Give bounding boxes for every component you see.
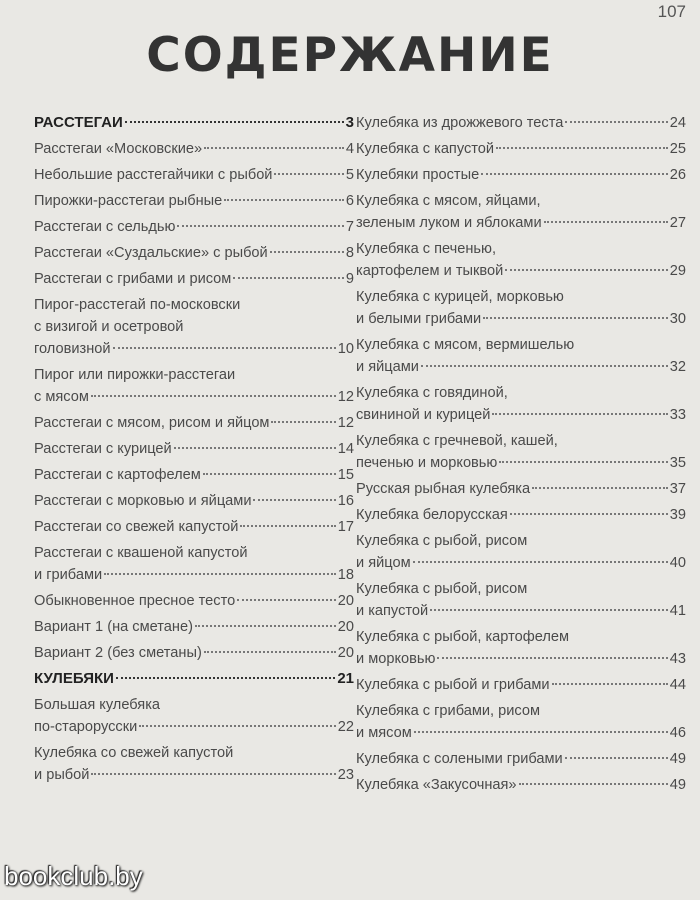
toc-entry bbox=[34, 242, 354, 264]
toc-entry-title-line: Кулебяка с мясом, яйцами, bbox=[356, 193, 541, 209]
dot-leader bbox=[565, 121, 667, 123]
toc-entry bbox=[34, 268, 354, 290]
toc-entry bbox=[356, 238, 686, 282]
dot-leader bbox=[413, 561, 668, 563]
toc-entry-title-line: Большая кулебяка bbox=[34, 697, 161, 713]
toc-entry-title: и яйцами bbox=[356, 359, 419, 375]
toc-entry bbox=[356, 578, 686, 622]
dot-leader bbox=[139, 725, 336, 727]
toc-entry bbox=[34, 464, 354, 486]
dot-leader bbox=[496, 147, 668, 149]
toc-entry bbox=[356, 530, 686, 574]
toc-page-number: 8 bbox=[345, 245, 354, 261]
toc-page-number: 49 bbox=[669, 751, 686, 767]
toc-section-heading bbox=[34, 668, 354, 690]
dot-leader bbox=[91, 395, 336, 397]
toc-entry-title: и рыбой bbox=[34, 767, 90, 783]
toc-entry bbox=[356, 286, 686, 330]
dot-leader bbox=[240, 525, 335, 527]
toc-entry bbox=[356, 504, 686, 526]
toc-page-number: 25 bbox=[669, 141, 686, 157]
toc-entry-last-line bbox=[34, 338, 354, 360]
toc-entry bbox=[34, 294, 354, 360]
toc-page-number: 26 bbox=[669, 167, 686, 183]
dot-leader bbox=[437, 657, 667, 659]
toc-entry bbox=[356, 382, 686, 426]
toc-entry bbox=[356, 626, 686, 670]
toc-entry-last-line bbox=[356, 552, 686, 574]
dot-leader bbox=[91, 773, 335, 775]
toc-page-number: 22 bbox=[337, 719, 354, 735]
toc-entry-last-line bbox=[356, 356, 686, 378]
toc-entry-title-line: Кулебяка с рыбой, рисом bbox=[356, 581, 528, 597]
dot-leader bbox=[204, 651, 336, 653]
toc-entry-title-line: Кулебяка со свежей капустой bbox=[34, 745, 234, 761]
dot-leader bbox=[113, 347, 336, 349]
watermark: bookclub.by bbox=[4, 861, 143, 891]
toc-page-number: 33 bbox=[669, 407, 686, 423]
toc-entry-last-line bbox=[34, 412, 354, 434]
toc-page-number: 20 bbox=[337, 593, 354, 609]
toc-entry-last-line bbox=[34, 190, 354, 212]
dot-leader bbox=[544, 221, 668, 223]
dot-leader bbox=[271, 421, 335, 423]
toc-entry-title: Расстегаи с картофелем bbox=[34, 467, 201, 483]
dot-leader bbox=[104, 573, 336, 575]
toc-section-heading bbox=[34, 112, 354, 134]
toc-entry-title: Кулебяка «Закусочная» bbox=[356, 777, 517, 793]
toc-entry-title: Расстегаи с грибами и рисом bbox=[34, 271, 232, 287]
toc-page-number: 12 bbox=[337, 389, 354, 405]
toc-page-number: 41 bbox=[669, 603, 686, 619]
dot-leader bbox=[177, 225, 343, 227]
toc-page-number: 16 bbox=[337, 493, 354, 509]
toc-entry-last-line bbox=[34, 616, 354, 638]
toc-entry-title-line: с визигой и осетровой bbox=[34, 319, 184, 335]
toc-entry bbox=[356, 164, 686, 186]
toc-entry-title: свининой и курицей bbox=[356, 407, 491, 423]
toc-entry bbox=[34, 490, 354, 512]
toc-entry-title: РАССТЕГАИ bbox=[34, 114, 123, 131]
toc-entry bbox=[34, 190, 354, 212]
toc-entry-title: Расстегаи с сельдью bbox=[34, 219, 176, 235]
toc-page-number: 39 bbox=[669, 507, 686, 523]
toc-entry-title: Обыкновенное пресное тесто bbox=[34, 593, 236, 609]
toc-entry bbox=[356, 748, 686, 770]
dot-leader bbox=[237, 599, 336, 601]
toc-left-column bbox=[34, 112, 354, 790]
toc-entry bbox=[34, 542, 354, 586]
toc-entry-title: КУЛЕБЯКИ bbox=[34, 670, 114, 687]
toc-entry bbox=[34, 438, 354, 460]
toc-entry-title: и яйцом bbox=[356, 555, 411, 571]
toc-entry-title: Вариант 1 (на сметане) bbox=[34, 619, 193, 635]
toc-entry-last-line bbox=[356, 308, 686, 330]
toc-entry-title: печенью и морковью bbox=[356, 455, 498, 471]
toc-page-number: 29 bbox=[669, 263, 686, 279]
toc-page-number: 5 bbox=[345, 167, 354, 183]
toc-entry-title-line: Кулебяка с говядиной, bbox=[356, 385, 508, 401]
toc-entry-title: Кулебяка с солеными грибами bbox=[356, 751, 563, 767]
dot-leader bbox=[233, 277, 344, 279]
toc-entry-last-line bbox=[34, 438, 354, 460]
toc-entry-title: Расстегаи с мясом, рисом и яйцом bbox=[34, 415, 270, 431]
toc-entry-last-line bbox=[356, 404, 686, 426]
toc-entry bbox=[356, 138, 686, 160]
toc-entry-title-line: Кулебяка с гречневой, кашей, bbox=[356, 433, 558, 449]
toc-entry bbox=[34, 616, 354, 638]
toc-entry bbox=[356, 478, 686, 500]
toc-entry-title-line: Пирог или пирожки-расстегаи bbox=[34, 367, 236, 383]
toc-entry-last-line bbox=[356, 504, 686, 526]
toc-page-number: 17 bbox=[337, 519, 354, 535]
toc-entry bbox=[356, 674, 686, 696]
toc-entry-title: по-старорусски bbox=[34, 719, 138, 735]
toc-page-number: 35 bbox=[669, 455, 686, 471]
toc-entry-title: Вариант 2 (без сметаны) bbox=[34, 645, 202, 661]
toc-entry-title: зеленым луком и яблоками bbox=[356, 215, 542, 231]
toc-entry-title-line: Кулебяка с курицей, морковью bbox=[356, 289, 564, 305]
toc-page-number: 27 bbox=[669, 215, 686, 231]
toc-entry-last-line bbox=[34, 490, 354, 512]
toc-entry-title: и мясом bbox=[356, 725, 412, 741]
toc-page-number: 40 bbox=[669, 555, 686, 571]
toc-page-number: 4 bbox=[345, 141, 354, 157]
dot-leader bbox=[519, 783, 668, 785]
toc-page-number: 46 bbox=[669, 725, 686, 741]
toc-page-number: 32 bbox=[669, 359, 686, 375]
toc-entry bbox=[356, 774, 686, 796]
dot-leader bbox=[565, 757, 668, 759]
dot-leader bbox=[116, 677, 335, 679]
toc-entry-title: и белыми грибами bbox=[356, 311, 482, 327]
toc-entry-title: Пирожки-расстегаи рыбные bbox=[34, 193, 223, 209]
toc-entry-last-line bbox=[356, 112, 686, 134]
dot-leader bbox=[274, 173, 343, 175]
toc-entry-last-line bbox=[34, 242, 354, 264]
toc-entry-last-line bbox=[34, 164, 354, 186]
toc-entry-title-line: Расстегаи с квашеной капустой bbox=[34, 545, 248, 561]
toc-entry-last-line bbox=[34, 668, 354, 690]
dot-leader bbox=[532, 487, 668, 489]
toc-page-number: 7 bbox=[345, 219, 354, 235]
page-title: СОДЕРЖАНИЕ bbox=[146, 28, 554, 83]
toc-entry-last-line bbox=[356, 722, 686, 744]
toc-entry-last-line bbox=[356, 600, 686, 622]
toc-entry-title-line: Кулебяка с мясом, вермишелью bbox=[356, 337, 575, 353]
dot-leader bbox=[174, 447, 336, 449]
toc-entry bbox=[356, 700, 686, 744]
toc-page-number: 14 bbox=[337, 441, 354, 457]
toc-entry-last-line bbox=[34, 216, 354, 238]
dot-leader bbox=[552, 683, 668, 685]
dot-leader bbox=[204, 147, 344, 149]
toc-entry bbox=[34, 642, 354, 664]
toc-entry bbox=[34, 742, 354, 786]
dot-leader bbox=[505, 269, 668, 271]
dot-leader bbox=[421, 365, 668, 367]
dot-leader bbox=[499, 461, 667, 463]
toc-entry-last-line bbox=[356, 748, 686, 770]
toc-page-number: 10 bbox=[337, 341, 354, 357]
toc-entry-title: и капустой bbox=[356, 603, 429, 619]
toc-page-number: 37 bbox=[669, 481, 686, 497]
toc-page-number: 9 bbox=[345, 271, 354, 287]
toc-entry-title-line: Кулебяка с рыбой, картофелем bbox=[356, 629, 570, 645]
toc-entry-title: Кулебяки простые bbox=[356, 167, 480, 183]
toc-page-number: 18 bbox=[337, 567, 354, 583]
toc-right-column bbox=[356, 112, 686, 800]
toc-entry-last-line bbox=[34, 464, 354, 486]
dot-leader bbox=[195, 625, 336, 627]
toc-page-number: 3 bbox=[345, 114, 354, 131]
toc-entry-title: Небольшие расстегайчики с рыбой bbox=[34, 167, 273, 183]
toc-entry bbox=[34, 590, 354, 612]
toc-entry-last-line bbox=[356, 774, 686, 796]
toc-entry-title-line: Пирог-расстегай по-московски bbox=[34, 297, 241, 313]
toc-page-number: 6 bbox=[345, 193, 354, 209]
toc-entry-title: с мясом bbox=[34, 389, 89, 405]
toc-entry bbox=[34, 364, 354, 408]
toc-entry-title-line: Кулебяка с грибами, рисом bbox=[356, 703, 541, 719]
toc-entry-title: Расстегаи «Московские» bbox=[34, 141, 203, 157]
toc-entry-last-line bbox=[356, 478, 686, 500]
toc-page-number: 44 bbox=[669, 677, 686, 693]
dot-leader bbox=[125, 121, 344, 123]
dot-leader bbox=[492, 413, 667, 415]
toc-page-number: 20 bbox=[337, 645, 354, 661]
dot-leader bbox=[224, 199, 344, 201]
toc-entry bbox=[34, 138, 354, 160]
dot-leader bbox=[414, 731, 668, 733]
toc-entry bbox=[356, 334, 686, 378]
toc-entry bbox=[356, 430, 686, 474]
toc-entry-last-line bbox=[356, 164, 686, 186]
toc-entry bbox=[356, 112, 686, 134]
toc-entry-title: Русская рыбная кулебяка bbox=[356, 481, 531, 497]
dot-leader bbox=[481, 173, 668, 175]
toc-entry bbox=[34, 164, 354, 186]
toc-entry-title: Расстегаи «Суздальские» с рыбой bbox=[34, 245, 268, 261]
toc-entry bbox=[34, 516, 354, 538]
dot-leader bbox=[203, 473, 336, 475]
toc-entry-title: Кулебяка с рыбой и грибами bbox=[356, 677, 550, 693]
toc-page-number: 12 bbox=[337, 415, 354, 431]
toc-page-number: 30 bbox=[669, 311, 686, 327]
toc-page-number: 24 bbox=[669, 115, 686, 131]
toc-entry-last-line bbox=[356, 260, 686, 282]
page-number: 107 bbox=[657, 2, 686, 21]
toc-entry-title: и грибами bbox=[34, 567, 103, 583]
toc-entry-title-line: Кулебяка с рыбой, рисом bbox=[356, 533, 528, 549]
toc-entry bbox=[34, 694, 354, 738]
toc-entry-last-line bbox=[34, 268, 354, 290]
toc-entry-title: Расстегаи с курицей bbox=[34, 441, 172, 457]
toc-entry-last-line bbox=[34, 564, 354, 586]
toc-entry-last-line bbox=[34, 386, 354, 408]
toc-entry-title: и морковью bbox=[356, 651, 436, 667]
toc-entry-title-line: Кулебяка с печенью, bbox=[356, 241, 497, 257]
dot-leader bbox=[270, 251, 344, 253]
toc-entry-last-line bbox=[34, 516, 354, 538]
toc-entry-title: Расстегаи со свежей капустой bbox=[34, 519, 239, 535]
toc-entry bbox=[356, 190, 686, 234]
toc-entry-last-line bbox=[34, 138, 354, 160]
toc-entry-title: Кулебяка из дрожжевого теста bbox=[356, 115, 564, 131]
dot-leader bbox=[510, 513, 668, 515]
toc-entry-last-line bbox=[34, 716, 354, 738]
toc-entry bbox=[34, 216, 354, 238]
toc-entry-title: Кулебяка белорусская bbox=[356, 507, 508, 523]
dot-leader bbox=[483, 317, 668, 319]
toc-page-number: 23 bbox=[337, 767, 354, 783]
toc-entry-last-line bbox=[34, 642, 354, 664]
toc-page-number: 49 bbox=[669, 777, 686, 793]
toc-entry-last-line bbox=[34, 590, 354, 612]
toc-page-number: 20 bbox=[337, 619, 354, 635]
toc-entry-title: Кулебяка с капустой bbox=[356, 141, 495, 157]
toc-page-number: 21 bbox=[337, 670, 354, 687]
toc-entry-title: головизной bbox=[34, 341, 111, 357]
toc-entry-last-line bbox=[356, 138, 686, 160]
dot-leader bbox=[430, 609, 668, 611]
toc-entry bbox=[34, 412, 354, 434]
toc-entry-last-line bbox=[356, 212, 686, 234]
dot-leader bbox=[253, 499, 335, 501]
toc-page-number: 15 bbox=[337, 467, 354, 483]
toc-entry-title: картофелем и тыквой bbox=[356, 263, 504, 279]
toc-entry-last-line bbox=[356, 674, 686, 696]
toc-entry-last-line bbox=[356, 452, 686, 474]
toc-entry-title: Расстегаи с морковью и яйцами bbox=[34, 493, 252, 509]
toc-entry-last-line bbox=[34, 112, 354, 134]
toc-entry-last-line bbox=[356, 648, 686, 670]
toc-entry-last-line bbox=[34, 764, 354, 786]
toc-page-number: 43 bbox=[669, 651, 686, 667]
